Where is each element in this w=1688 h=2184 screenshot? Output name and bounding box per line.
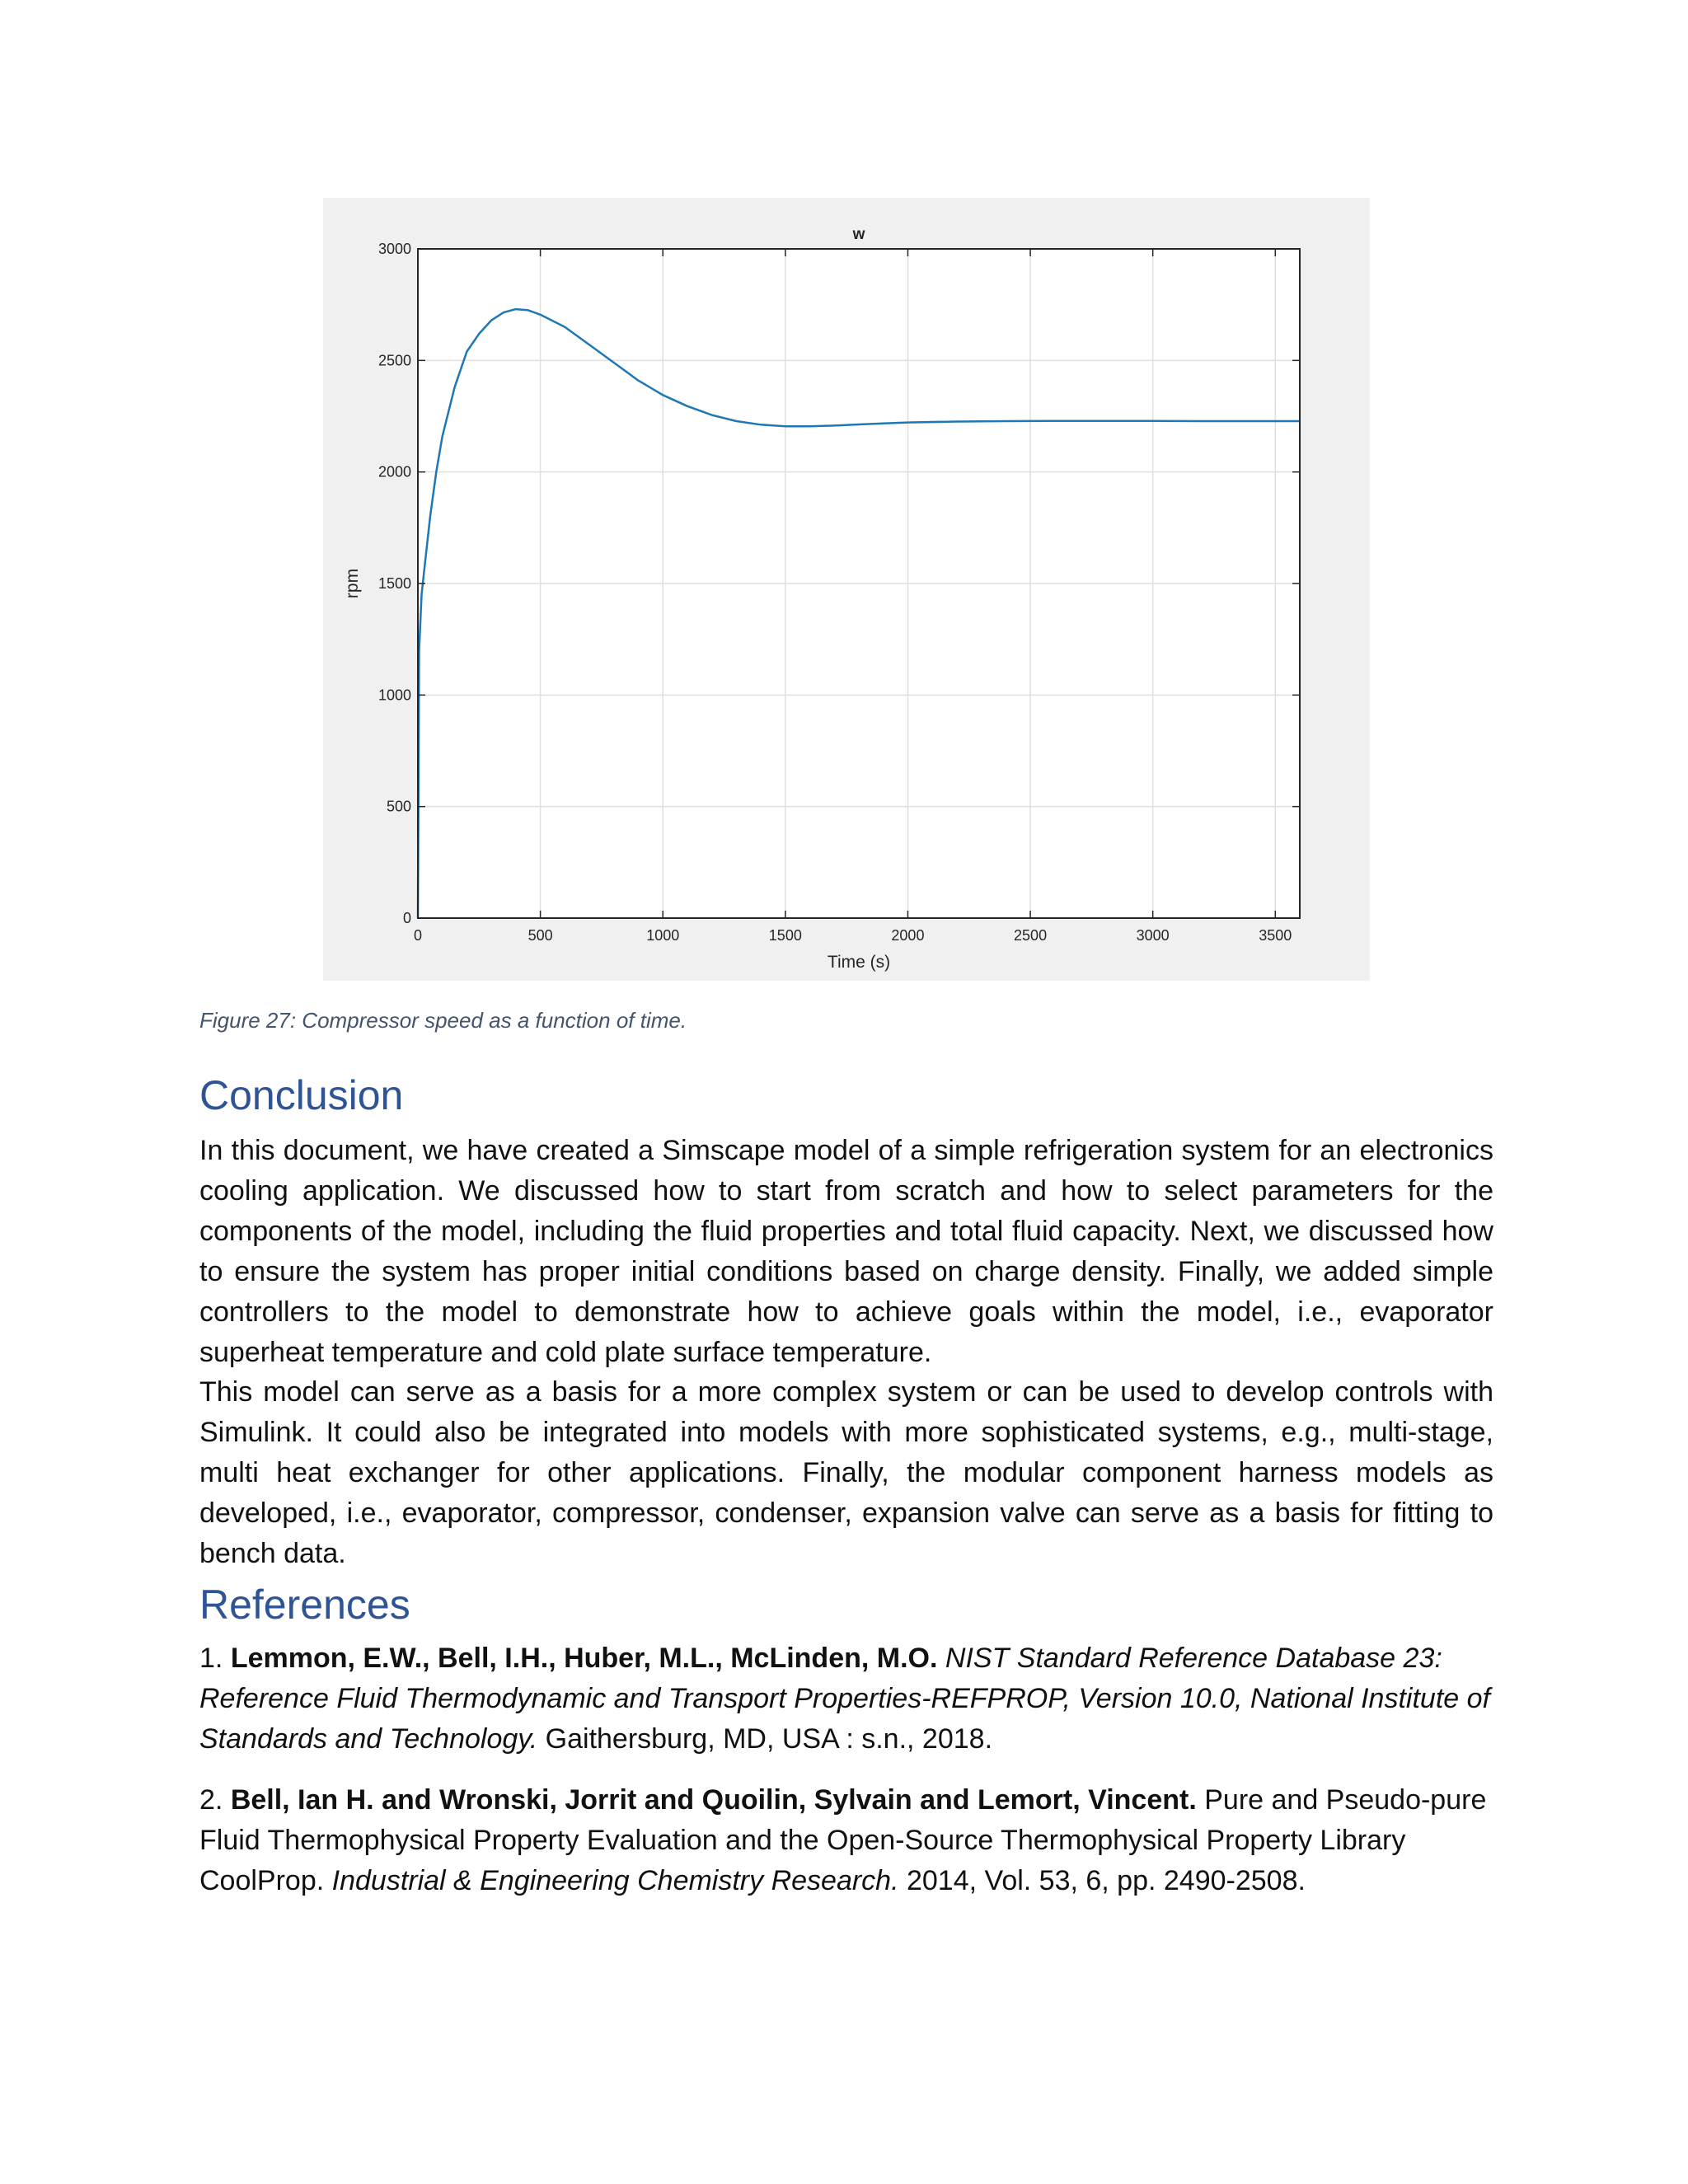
reference-journal: Industrial & Engineering Chemistry Research. xyxy=(331,1865,899,1896)
conclusion-heading: Conclusion xyxy=(199,1072,404,1118)
y-tick-label: 3000 xyxy=(377,241,411,257)
chart-title: w xyxy=(852,226,865,243)
reference-number: 2. xyxy=(199,1784,231,1816)
compressor-speed-chart xyxy=(323,198,1370,981)
reference-2 xyxy=(199,1780,1498,1901)
reference-citation: 2014, Vol. 53, 6, pp. 2490-2508. xyxy=(906,1865,1306,1896)
conclusion-paragraph-2: This model can serve as a basis for a more complex system or can be used to develop controls with Simulink. It could also be integrated into models with more sophisticated systems, e.g., multi-stage, multi heat exchanger for other applications. Finally, the modular component harness models as developed, i.e., evaporator, compressor, condenser, expansion valve can serve as a basis for fitting to bench data. xyxy=(199,1376,1493,1569)
references-heading: References xyxy=(199,1582,410,1628)
reference-authors: Lemmon, E.W., Bell, I.H., Huber, M.L., McLinden, M.O. xyxy=(230,1643,938,1674)
y-tick-label: 2000 xyxy=(377,463,411,480)
x-tick-label: 2000 xyxy=(891,927,925,944)
x-axis-label: Time (s) xyxy=(827,953,891,972)
y-tick-label: 2500 xyxy=(377,352,411,369)
reference-title: Pure and Pseudo-pure Fluid Thermophysical Property Evaluation and the Open-Source Thermophysical Property Library CoolProp. xyxy=(199,1784,1487,1896)
reference-authors: Bell, Ian H. and Wronski, Jorrit and Quoilin, Sylvain and Lemort, Vincent. xyxy=(230,1784,1197,1816)
y-axis-label: rpm xyxy=(343,568,362,599)
reference-1 xyxy=(199,1638,1498,1760)
y-tick-label: 500 xyxy=(386,798,411,815)
reference-number: 1. xyxy=(199,1643,231,1674)
x-tick-label: 1000 xyxy=(646,927,680,944)
y-tick-label: 1500 xyxy=(377,575,411,592)
x-tick-label: 500 xyxy=(528,927,553,944)
x-tick-label: 1500 xyxy=(768,927,802,944)
reference-title: NIST Standard Reference Database 23: Reference Fluid Thermodynamic and Transport Properties-REFPROP, Version 10.0, National Institute of Standards and Technology. xyxy=(199,1643,1490,1755)
y-tick-label: 0 xyxy=(402,910,411,926)
x-tick-label: 3500 xyxy=(1259,927,1292,944)
conclusion-paragraph-1: In this document, we have created a Simscape model of a simple refrigeration system for an electronics cooling application. We discussed how to start from scratch and how to select parameters for the components of the model, including the fluid properties and total fluid capacity. Next, we discussed how to ensure the system has proper initial conditions based on charge density. Finally, we added simple controllers to the model to demonstrate how to achieve goals within the model, i.e., evaporator superheat temperature and cold plate surface temperature. xyxy=(199,1135,1493,1368)
figure-caption: Figure 27: Compressor speed as a function of time. xyxy=(199,1008,687,1033)
x-tick-label: 2500 xyxy=(1014,927,1048,944)
x-tick-label: 0 xyxy=(413,927,423,944)
y-tick-label: 1000 xyxy=(377,687,411,704)
reference-publisher: Gaithersburg, MD, USA : s.n., 2018. xyxy=(545,1723,993,1755)
x-tick-label: 3000 xyxy=(1136,927,1170,944)
figure-27 xyxy=(323,198,1370,981)
